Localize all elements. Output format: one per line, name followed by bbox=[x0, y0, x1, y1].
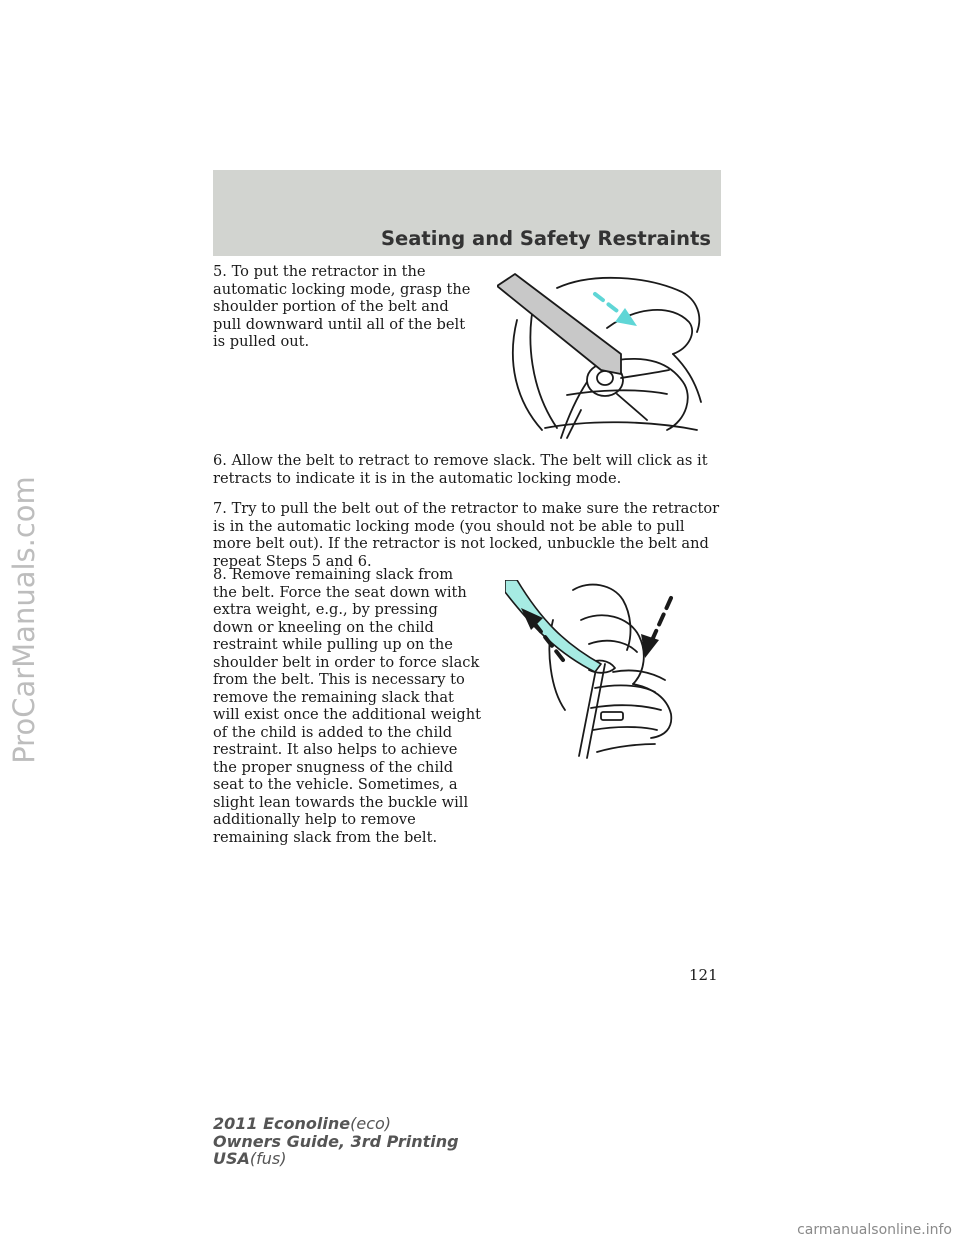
retractor-illustration bbox=[497, 270, 715, 440]
pull-down-arrow-icon bbox=[595, 294, 637, 326]
section-header bbox=[213, 170, 721, 256]
footer-model-code: (eco) bbox=[350, 1114, 392, 1133]
section-title: Seating and Safety Restraints bbox=[380, 227, 711, 250]
step-5-text: 5. To put the retractor in the automatic locking mode, grasp the shoulder portion of the belt and pull downward until all of the belt is pulled out. bbox=[213, 263, 471, 350]
side-watermark-text: ProCarManuals.com bbox=[7, 476, 41, 764]
document-footer bbox=[213, 1115, 459, 1168]
bottom-watermark: carmanualsonline.info bbox=[797, 1222, 952, 1238]
step-6-text: 6. Allow the belt to retract to remove slack. The belt will click as it retracts to indicate it is in the automatic locking mode. bbox=[213, 452, 708, 487]
footer-model: 2011 Econoline bbox=[213, 1114, 351, 1133]
page-number: 121 bbox=[689, 966, 718, 984]
footer-guide: Owners Guide, 3rd Printing bbox=[213, 1131, 459, 1151]
press-down-arrow-icon bbox=[641, 598, 671, 658]
child-seat-slack-illustration bbox=[505, 580, 685, 760]
footer-region-code: (fus) bbox=[249, 1149, 287, 1168]
footer-region: USA bbox=[213, 1149, 250, 1168]
step-7-text: 7. Try to pull the belt out of the retractor to make sure the retractor is in the automatic locking mode (you should not be able to pull more belt out). If the retractor is not locked, unbuckle the belt and repeat Steps 5 and 6. bbox=[213, 500, 720, 570]
side-watermark bbox=[2, 180, 46, 1060]
step-8-text: 8. Remove remaining slack from the belt. Force the seat down with extra weight, e.g., by pressing down or kneeling on the child restraint while pulling up on the shoulder belt in order to force slack from the belt. This is necessary to remove the remaining slack that will exist once the additional weight of the child is added to the child restraint. It also helps to achieve the proper snugness of the child seat to the vehicle. Sometimes, a slight lean towards the buckle will additionally help to remove remaining slack from the belt. bbox=[213, 566, 482, 846]
